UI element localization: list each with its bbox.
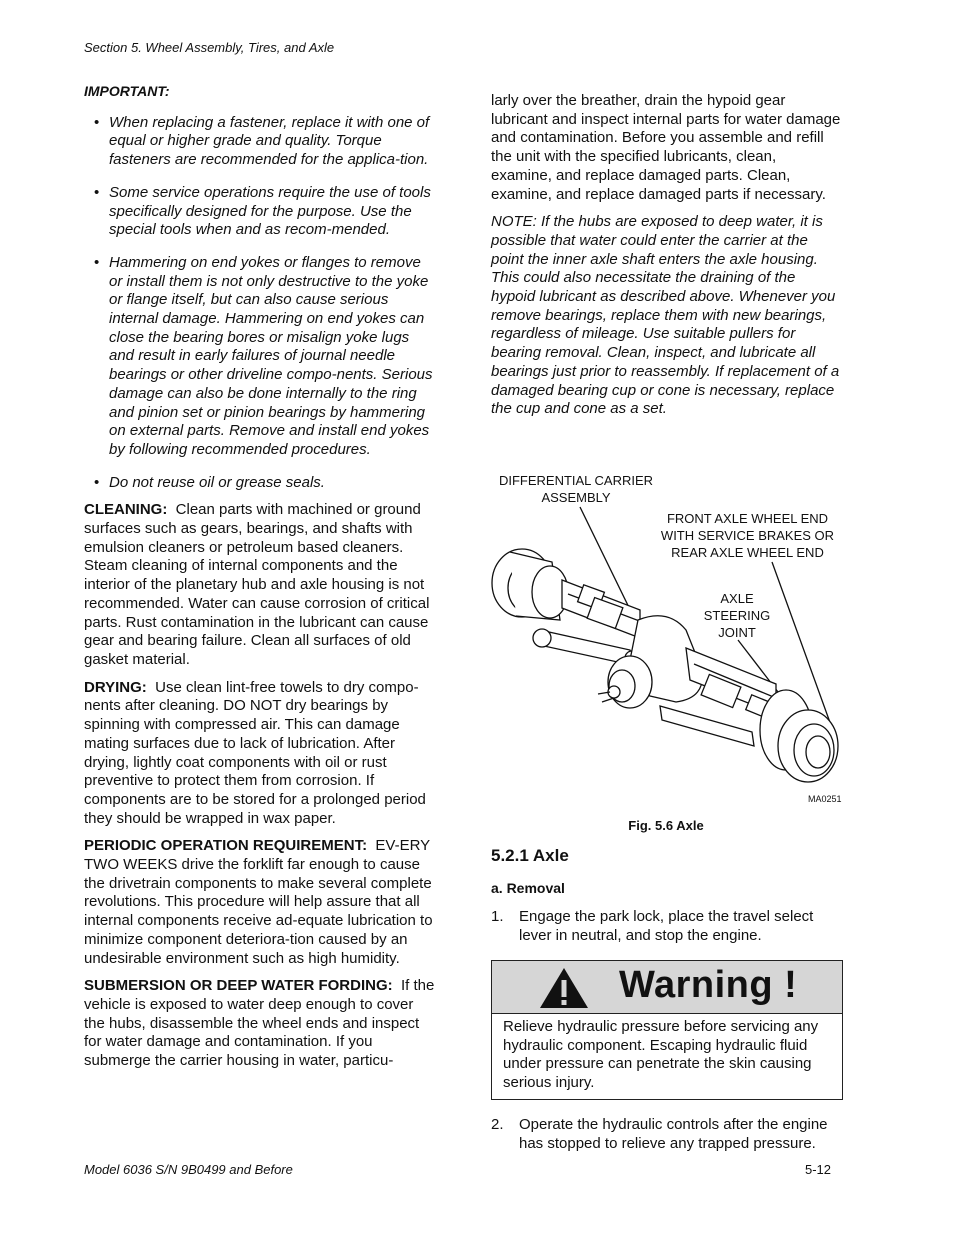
list-item: • When replacing a fastener, replace it with one of equal or higher grade and quality. Torque fasteners are recommended for the applica-tion. <box>94 113 430 169</box>
axle-figure <box>490 470 842 815</box>
step-1: 1. Engage the park lock, place the travel select lever in neutral, and stop the engine. <box>491 908 814 944</box>
label-steering-joint: AXLE STEERING JOINT <box>703 591 771 640</box>
continued-paragraph: larly over the breather, drain the hypoid gear lubricant and inspect internal parts for water damage and contamination. Before you assemble and refill the unit with the specified lubricants, clean, examine, and replace damaged parts. Clean, examine, and replace damaged parts if necessary. <box>491 92 841 203</box>
submersion-paragraph: SUBMERSION OR DEEP WATER FORDING: If the vehicle is exposed to water deep enough to cover the hubs, disassemble the wheel ends and inspect for water damage and contamination. If you submerge the carrier housing in water, particu- <box>84 977 435 1070</box>
axle-illustration <box>490 470 842 815</box>
warning-header <box>492 961 842 1014</box>
warning-text: Relieve hydraulic pressure before servicing any hydraulic component. Escaping hydraulic fluid under pressure can penetrate the skin causing serious injury. <box>503 1018 819 1092</box>
periodic-paragraph: PERIODIC OPERATION REQUIREMENT: EV-ERY TWO WEEKS drive the forklift far enough to cause the drivetrain components to make several complete revolutions. This procedure will help assure that all internal components receive ad-equate lubrication to minimize component deteriora-tion caused by an undesirable environment such as high humidity. <box>84 837 433 967</box>
list-item: • Some service operations require the use of tools specifically designed for the purpose. Use the special tools when and as recom-mended. <box>94 183 431 239</box>
page-number: 5-12 <box>805 1162 832 1177</box>
figure-code: MA0251 <box>808 794 842 804</box>
drying-paragraph: DRYING: Use clean lint-free towels to dry compo-nents after cleaning. DO NOT dry bearings by spinning with compressed air. This can damage mating surfaces due to lack of lubrication. After drying, lightly coat components with oil or rust preventive to protect them from corrosion. If components are to be stored for a prolonged period they should be wrapped in wax paper. <box>84 678 426 827</box>
list-item: • Do not reuse oil or grease seals. <box>94 473 325 491</box>
page-footer-model: Model 6036 S/N 9B0499 and Before <box>84 1162 293 1177</box>
cleaning-paragraph: CLEANING: Clean parts with machined or ground surfaces such as gears, bearings, and shafts with emulsion cleaners or petroleum based cleaners. Steam cleaning of internal components and the interior of the planetary hub and axle housing is not recommended. Water can cause corrosion of critical parts. Rust contamination in the lubricant can cause gear and bearing failure. Clean all surfaces of old gasket material. <box>84 501 430 668</box>
subsection-title: a. Removal <box>491 880 565 896</box>
right-column <box>491 92 841 419</box>
page-header: Section 5. Wheel Assembly, Tires, and Axle <box>84 40 335 55</box>
warning-triangle-icon <box>538 966 590 1010</box>
section-title: 5.2.1 Axle <box>491 846 569 865</box>
step-2: 2. Operate the hydraulic controls after the engine has stopped to relieve any trapped pressure. <box>491 1116 828 1152</box>
warning-title: Warning ! <box>619 964 798 1006</box>
note-paragraph: NOTE: If the hubs are exposed to deep water, it is possible that water could enter the carrier at the point the inner axle shaft enters the axle housing. This could also necessitate the draining of the hypoid lubricant as described above. Whenever you remove bearings, replace them with new bearings, regardless of mileage. Use suitable pullers for bearing removal. Clean, inspect, and lubricate all bearings just prior to reassembly. If replacement of a damaged bearing cup or cone is necessary, replace the cup and cone as a set. <box>491 213 840 418</box>
list-item: • Hammering on end yokes or flanges to remove or install them is not only destructive to the yoke or flange itself, but can also cause serious internal damage. Hammering on end yokes can close the bearing bores or misalign yoke lugs and result in early failures of journal needle bearings or other driveline compo-nents. Serious damage can also be done internally to the ring and pinion set or pinion bearings by hammering on external parts. Remove and install end yokes by following recommended procedures. <box>94 253 433 458</box>
important-list <box>84 114 436 493</box>
left-column <box>84 82 436 1080</box>
label-wheel-end: FRONT AXLE WHEEL END WITH SERVICE BRAKES OR REAR AXLE WHEEL END <box>660 511 835 560</box>
figure-caption: Fig. 5.6 Axle <box>628 818 704 833</box>
important-heading: IMPORTANT: <box>84 83 170 99</box>
warning-box <box>491 960 843 1100</box>
label-differential-carrier: DIFFERENTIAL CARRIER ASSEMBLY <box>498 473 654 505</box>
